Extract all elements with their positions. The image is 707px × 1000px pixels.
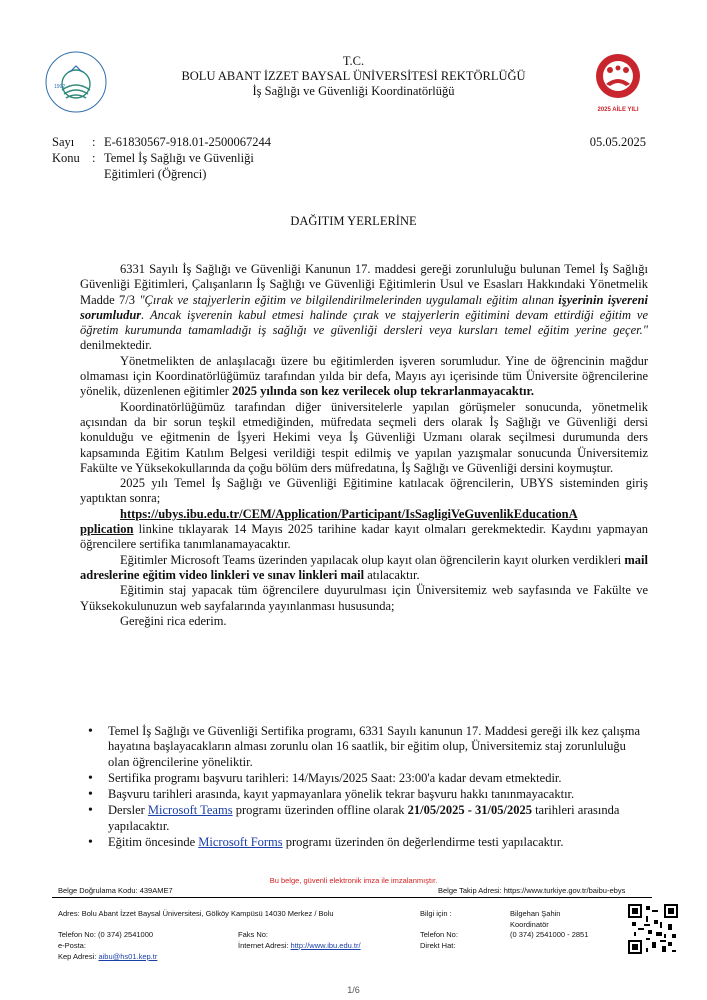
- konu-value-2: Eğitimleri (Öğrenci): [104, 167, 207, 181]
- bullet-item: [80, 835, 648, 850]
- letterhead: [110, 54, 597, 99]
- internet-label: İnternet Adresi:: [238, 941, 291, 950]
- bullet-text: programı üzerinden ön değerlendirme testi yapılacaktır.: [282, 835, 564, 850]
- letter-body: [80, 262, 648, 629]
- paragraph-4: 2025 yılı Temel İş Sağlığı ve Güvenliği Eğitimine katılacak öğrencilerin, UBYS sisteminden giriş yaptıktan sonra;: [80, 476, 648, 506]
- p2-text: Yönetmelikten de anlaşılacağı üzere bu eğitimlerden işveren sorumludur. Yine de öğrencinin mağdur olmaması için Koordinatörlüğümüz tarafından yılda bir defa, Mayıs ayı içerisinde tüm Üniversite öğrencilerine yönelik, düzenlenen eğitimler: [80, 353, 648, 399]
- meta-block: [52, 135, 652, 183]
- footer-address: Adres: Bolu Abant İzzet Baysal Üniversitesi, Gölköy Kampüsü 14030 Merkez / Bolu: [58, 909, 334, 918]
- paragraph-2: [80, 354, 648, 400]
- info-bullets: [80, 724, 648, 851]
- bullet-text: Başvuru tarihleri arasında, kayıt yapmayanlara yönelik tekrar başvuru hakkı tanınmayacaktır.: [108, 787, 575, 802]
- qr-code: [628, 904, 678, 954]
- bullet-item: [80, 724, 648, 770]
- ubys-link[interactable]: https://ubys.ibu.edu.tr/CEM/Application/Participant/IsSagligiVeGuvenlikEducationA: [120, 506, 578, 521]
- p6-end: atılacaktır.: [364, 567, 420, 582]
- footer-fax: Faks No:: [238, 930, 269, 939]
- footer-email: e-Posta:: [58, 941, 86, 950]
- ubys-link-cont[interactable]: pplication: [80, 522, 134, 537]
- p2-emphasis: 2025 yılında son kez verilecek olup tekrarlanmayacaktır.: [232, 384, 535, 399]
- konu-label: Konu: [52, 151, 80, 165]
- paragraph-3: Koordinatörlüğümüz tarafından diğer üniversitelerle yapılan görüşmeler sonucunda, yönetmelik açısından da bir sorun teşkil etmediğinden, müfredata seçmeli ders olarak İş Sağlığı ve Güvenliği dersi konulduğu ve eğitmenin de İşyeri Hekimi veya İş Güvenliği Uzmanı olarak seçilmesi durumunda ders kapsamında Eğitim Katılım Belgesi verildiği tespit edilmiş ve yapılan yazışmalar sonucunda Üniversitemiz Fakülte ve Yüksekokullarında da çoğu bölüm ders müfredatına, İş Sağlığı ve Güvenliği dersini koymuştur.: [80, 399, 648, 475]
- p1-end: denilmektedir.: [80, 338, 152, 353]
- paragraph-1: [80, 262, 648, 354]
- family-year-label: 2025 AİLE YILI: [597, 107, 639, 113]
- tracking-address: Belge Takip Adresi: https://www.turkiye.gov.tr/baibu-ebys: [438, 886, 626, 895]
- page-number: 1/6: [347, 985, 360, 995]
- verification-code: Belge Doğrulama Kodu: 439AME7: [58, 886, 173, 895]
- kep-link[interactable]: aibu@hs01.kep.tr: [98, 952, 158, 961]
- header-unit: İş Sağlığı ve Güvenliği Koordinatörlüğü: [252, 84, 455, 98]
- bullet-item: [80, 803, 648, 834]
- konu-colon: :: [92, 151, 96, 165]
- website-link[interactable]: http://www.ibu.edu.tr/: [290, 941, 361, 950]
- university-logo: [44, 50, 108, 114]
- p5-text: linkine tıklayarak 14 Mayıs 2025 tarihine kadar kayıt olmaları gerekmektedir. Kaydını yapmayan öğrencilere sertifika tanımlanamayacaktır.: [80, 522, 648, 552]
- forms-link[interactable]: Microsoft Forms: [198, 835, 283, 850]
- footer-internet: [238, 941, 361, 951]
- p6-text: Eğitimler Microsoft Teams üzerinden yapılacak olup kayıt olan öğrencilerin kayıt olurken verdikleri: [120, 552, 625, 567]
- logo-year: 1992: [54, 84, 66, 90]
- bullet-item: [80, 771, 648, 786]
- p6-emphasis: mail adreslerine eğitim video linkleri ve sınav linkleri mail: [80, 552, 648, 582]
- date-range: 21/05/2025 - 31/05/2025: [407, 803, 532, 818]
- contact-phone-value: (0 374) 2541000 - 2851: [510, 930, 589, 939]
- footer-phone: Telefon No: (0 374) 2541000: [58, 930, 154, 939]
- bullet-text: Dersler: [108, 803, 148, 818]
- header-tc: T.C.: [342, 54, 365, 68]
- p1-quote: "Çırak ve stajyerlerin eğitim ve bilgilendirilmelerinden uygulamalı eğitim alınan: [139, 292, 559, 307]
- direct-line-label: Direkt Hat:: [420, 941, 456, 950]
- contact-phone-label: Telefon No:: [420, 930, 458, 939]
- kep-label: Kep Adresi:: [58, 952, 99, 961]
- p1-text: 6331 Sayılı İş Sağlığı ve Güvenliği Kanunun 17. maddesi gereği zorunluluğu bulunan Temel İş Sağlığı Güvenliği Eğitimleri, Çalışanların İş Sağlığı ve Güvenliği Eğitimlerin Usul ve Esasları Hakkındaki Yönetmelik Madde 7/3: [80, 262, 648, 307]
- contact-title: Koordinatör: [510, 920, 549, 929]
- contact-label: Bilgi için :: [420, 909, 452, 918]
- header-university: BOLU ABANT İZZET BAYSAL ÜNİVERSİTESİ REKTÖRLÜĞÜ: [181, 69, 526, 83]
- bullet-text: tarihleri arasında yapılacaktır.: [108, 803, 620, 833]
- letter-date: 05.05.2025: [589, 135, 646, 149]
- p1-emphasis: işyerinin işvereni sorumludur: [80, 292, 648, 322]
- bullet-text: Eğitim öncesinde: [108, 835, 199, 850]
- family-year-logo: [588, 52, 648, 112]
- footer-divider: [52, 897, 652, 898]
- paragraph-8: Gereğini rica ederim.: [120, 613, 227, 628]
- sayi-value: E-61830567-918.01-2500067244: [104, 135, 271, 149]
- contact-name: Bilgehan Şahin: [510, 909, 561, 918]
- footer-kep: [58, 952, 157, 962]
- konu-value-1: Temel İş Sağlığı ve Güvenliği: [104, 151, 254, 165]
- paragraph-7: Eğitimin staj yapacak tüm öğrencilere duyurulması için Üniversitemiz web sayfasında ve Fakülte ve Yüksekokulunuzun web sayfalarında yayınlanması hususunda;: [80, 583, 648, 613]
- esign-note: Bu belge, güvenli elektronik imza ile imzalanmıştır.: [269, 876, 438, 885]
- teams-link[interactable]: Microsoft Teams: [147, 803, 233, 818]
- p1-quote-cont: . Ancak işverenin kabul etmesi halinde çırak ve stajyerlerin eğitimini devam ettirdiği eğitim ve öğretim kurumunda tamamladığı iş sağlığı ve güvenliği dersleri veya kursları temel eğitim yerine geçer.": [80, 307, 648, 338]
- sayi-label: Sayı: [52, 135, 75, 149]
- paragraph-6: [80, 553, 648, 584]
- bullet-text: Sertifika programı başvuru tarihleri: 14/Mayıs/2025 Saat: 23:00'a kadar devam etmektedir.: [108, 770, 562, 785]
- recipient-line: DAĞITIM YERLERİNE: [290, 214, 417, 228]
- paragraph-5: [80, 507, 648, 553]
- sayi-colon: :: [92, 135, 96, 149]
- bullet-text: programı üzerinden offline olarak: [232, 803, 408, 818]
- bullet-item: [80, 787, 648, 802]
- bullet-text: Temel İş Sağlığı ve Güvenliği Sertifika programı, 6331 Sayılı kanunun 17. Maddesi gereği ilk kez çalışma hayatına başlayacakların alması zorunlu olan 16 saatlik, bir eğitim olup, Üniversitemiz staj zorunluluğu olan öğrencilerine yöneliktir.: [108, 724, 640, 769]
